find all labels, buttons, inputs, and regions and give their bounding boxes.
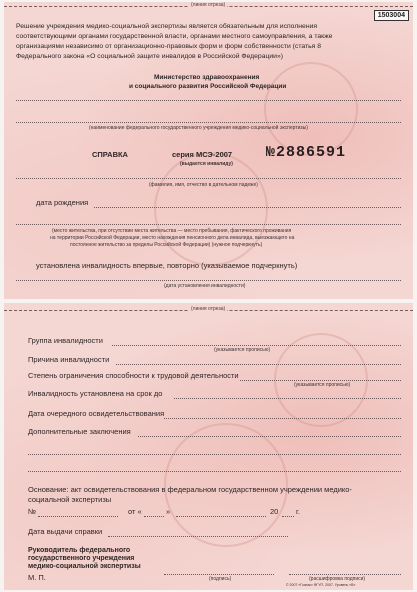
- additional-field[interactable]: [28, 471, 401, 472]
- intro-line: организациями независимо от организационно-правовых форм и форм собственности (статья 8: [16, 43, 322, 50]
- act-year-suffix: г.: [296, 507, 300, 516]
- degree-label: Степень ограничения способности к трудовой деятельности: [28, 371, 239, 380]
- fio-field[interactable]: [16, 178, 401, 179]
- residence-caption: постоянное жительство за пределы Российской Федерации) (нужное подчеркнуть): [70, 242, 263, 248]
- ministry-line: и социального развития Российской Федерации: [129, 83, 287, 90]
- stamp-place-label: М. П.: [28, 573, 46, 582]
- signature-decode-field[interactable]: [289, 574, 401, 575]
- cut-line-label: (линия отреза): [191, 2, 226, 8]
- disability-established-label: установлена инвалидность впервые, повторно (указываемое подчеркнуть): [36, 261, 298, 270]
- basis-line: социальной экспертизы: [28, 495, 112, 504]
- additional-label: Дополнительные заключения: [28, 427, 131, 436]
- head-title-line: государственного учреждения: [28, 555, 135, 562]
- group-label: Группа инвалидности: [28, 336, 103, 345]
- birth-date-label: дата рождения: [36, 198, 89, 207]
- issue-date-field[interactable]: [108, 536, 288, 537]
- additional-field[interactable]: [138, 436, 401, 437]
- group-field[interactable]: [112, 345, 401, 346]
- certificate-bottom-sheet: [4, 303, 413, 590]
- form-code-badge: 1503004: [374, 10, 409, 21]
- intro-line: Федерального закона «О социальной защите инвалидов в Российской Федерации»): [16, 53, 284, 60]
- act-quote-close: »: [166, 507, 171, 516]
- cause-field[interactable]: [116, 364, 401, 365]
- printer-note: © 2007 «Гознак» ФГУП. 2007. Уровень «В»: [286, 583, 356, 587]
- residence-caption: на территории Российской Федерации, место нахождения пенсионного дела инвалида, выезжающего на: [50, 235, 295, 241]
- act-year-field[interactable]: [282, 516, 294, 517]
- ministry-line: Министерство здравоохранения: [154, 74, 260, 81]
- degree-field[interactable]: [240, 380, 401, 381]
- intro-line: соответствующими органами государственной власти, органами местного самоуправления, а также: [16, 33, 333, 40]
- basis-line: Основание: акт освидетельствования в федеральном государственном учреждении медико-: [28, 485, 352, 494]
- signature-field[interactable]: [164, 574, 274, 575]
- intro-line: Решение учреждения медико-социальной экспертизы является обязательным для исполнения: [16, 23, 318, 30]
- signature-decode-caption: (расшифровка подписи): [309, 576, 366, 582]
- group-caption: (указывается прописью): [214, 347, 271, 353]
- residence-caption: (место жительства, при отсутствии места жительства — место пребывания, фактического проживания: [52, 228, 292, 234]
- series-label: серия МСЭ-2007: [172, 150, 233, 159]
- act-number-label: №: [28, 507, 37, 516]
- head-title-line: Руководитель федерального: [28, 547, 131, 554]
- watermark-emblem: [264, 62, 358, 156]
- term-field[interactable]: [174, 398, 401, 399]
- institution-caption: (наименование федерального государственного учреждения медико-социальной экспертизы): [89, 125, 308, 131]
- act-year-label: 20: [270, 507, 279, 516]
- additional-field[interactable]: [28, 454, 401, 455]
- act-number-field[interactable]: [38, 516, 118, 517]
- issued-to-caption: (выдается инвалиду): [180, 161, 233, 167]
- disability-date-field[interactable]: [16, 280, 401, 281]
- issue-date-label: Дата выдачи справки: [28, 527, 103, 536]
- degree-caption: (указывается прописью): [294, 382, 351, 388]
- birth-date-field[interactable]: [94, 207, 401, 208]
- institution-field[interactable]: [16, 122, 401, 123]
- signature-caption: (подпись): [209, 576, 232, 582]
- act-month-field[interactable]: [176, 516, 266, 517]
- next-exam-field[interactable]: [164, 418, 401, 419]
- next-exam-label: Дата очередного освидетельствования: [28, 409, 165, 418]
- cause-label: Причина инвалидности: [28, 355, 110, 364]
- cut-line-label: (линия отреза): [191, 306, 226, 312]
- disability-date-caption: (дата установления инвалидности): [164, 283, 246, 289]
- spravka-title: СПРАВКА: [92, 150, 128, 159]
- residence-field[interactable]: [16, 224, 401, 225]
- fio-caption: (фамилия, имя, отчество в дательном падеже): [149, 182, 258, 188]
- institution-field[interactable]: [16, 100, 401, 101]
- watermark-emblem: [154, 152, 268, 266]
- head-title-line: медико-социальной экспертизы: [28, 563, 141, 570]
- certificate-number: №2886591: [266, 144, 347, 161]
- act-date-label: от «: [128, 507, 142, 516]
- certificate-top-sheet: [4, 2, 413, 299]
- act-day-field[interactable]: [144, 516, 164, 517]
- term-label: Инвалидность установлена на срок до: [28, 389, 163, 398]
